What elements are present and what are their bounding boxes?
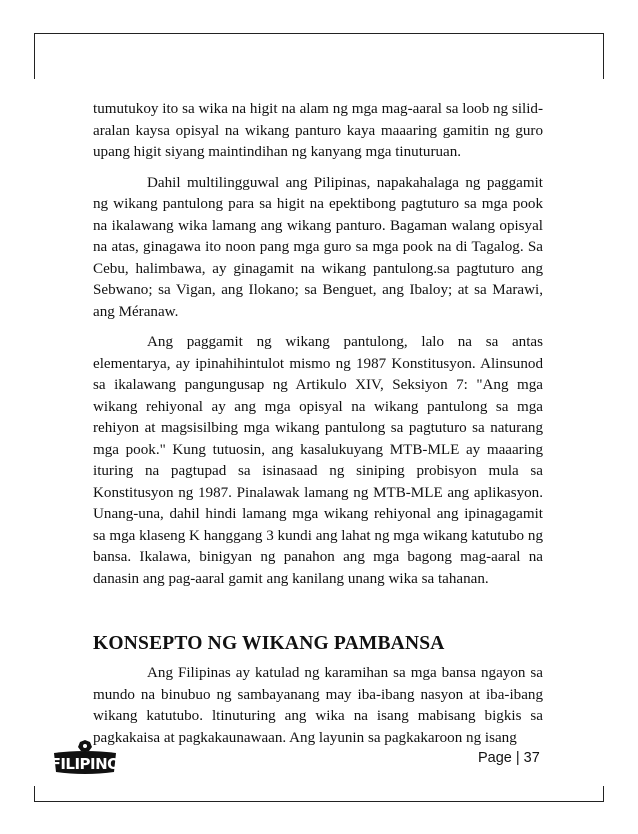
section-heading: KONSEPTO NG WIKANG PAMBANSA bbox=[93, 633, 445, 654]
paragraph-section-intro: Ang Filipinas ay katulad ng karamihan sa mga bansa ngayon sa mundo na binubuo ng sambayanang may iba-ibang nasyon at iba-ibang wikang katutubo. ltinuturing ang wika na isang mabisang bigkis sa pagkakaisa at pagkakaunawaan. Ang layunin sa pagkakaroon ng isang bbox=[93, 665, 543, 746]
page-frame-top-border bbox=[34, 33, 604, 34]
page-frame-bottom-border bbox=[34, 801, 604, 802]
page-number-footer bbox=[478, 750, 540, 766]
page-frame-left-top-edge bbox=[34, 33, 35, 79]
logo-text: FILIPINO bbox=[52, 755, 118, 773]
page-number: 37 bbox=[523, 750, 540, 766]
page-separator: | bbox=[515, 750, 520, 766]
page-frame-left-bottom-edge bbox=[34, 786, 35, 802]
page-frame-right-bottom-edge bbox=[603, 786, 604, 802]
page-label: Page bbox=[478, 750, 512, 766]
paragraph-multilingual: Dahil multilingguwal ang Pilipinas, napakahalaga ng paggamit ng wikang pantulong para sa higit na epektibong pagtuturo sa mga pook na ikalawang wika lamang ang wikang panturo. Bagaman walang opisyal na atas, ginagawa ito noon pang mga guro sa mga pook na di Tagalog. Sa Cebu, halimbawa, ay ginagamit na wikang pantulong.sa pagtuturo ang Sebwano; sa Vigan, ang Ilokano; sa Benguet, ang Ibaloy; at sa Marawi, ang Méranaw. bbox=[93, 174, 543, 320]
paragraph-continued: tumutukoy ito sa wika na higit na alam ng mga mag-aaral sa loob ng silid-aralan kaysa opisyal na wikang panturo kaya maaaring gamitin ng guro upang higit siyang maintindihan ng kanyang mga tinuturuan. bbox=[93, 101, 543, 160]
filipino-logo bbox=[52, 740, 118, 780]
paragraph-constitution: Ang paggamit ng wikang pantulong, lalo na sa antas elementarya, ay ipinahihintulot mismo ng 1987 Konstitusyon. Alinsunod sa ikalawang pangungusap ng Artikulo XIV, Seksiyon 7: "Ang mga wikang rehiyonal ay ang mga opisyal na wikang pantulong sa mga rehiyon at magsisilbing mga wikang pantulong sa pagtuturo sa naturang mga pook." Kung tutuosin, ang kasalukuyang MTB-MLE ay maaaring ituring na pagtupad sa isinasaad ng siniping probisyon mula sa Konstitusyon ng 1987. Pinalawak lamang ng MTB-MLE ang aplikasyon. Unang-una, dahil hindi lamang mga wikang rehiyonal ang ipinagagamit sa mga klaseng K hanggang 3 kundi ang lahat ng mga wikang katutubo ng bansa. Ikalawa, binigyan ng panahon ang mga bagong mag-aaral na danasin ang pag-aaral gamit ang kanilang unang wika sa tahanan. bbox=[93, 334, 543, 587]
page-frame-right-top-edge bbox=[603, 33, 604, 79]
document-body bbox=[93, 99, 543, 758]
filipino-logo-graphic bbox=[52, 740, 118, 780]
